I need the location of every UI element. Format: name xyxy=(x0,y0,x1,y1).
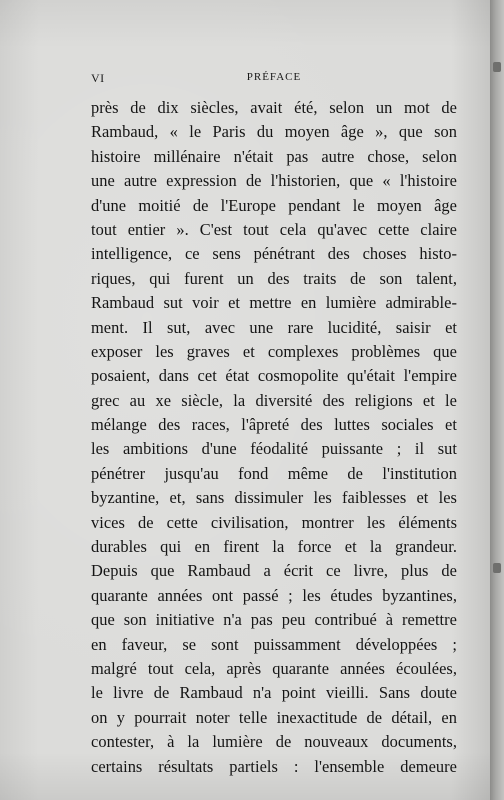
text-line: byzantine, et, sans dissimuler les faiblesses et les xyxy=(91,488,457,508)
page-tab-mark xyxy=(493,62,501,72)
text-line: Depuis que Rambaud a écrit ce livre, plus de xyxy=(91,561,457,581)
text-line: durables qui en firent la force et la grandeur. xyxy=(91,537,457,557)
text-line: exposer les graves et complexes problèmes que xyxy=(91,341,457,361)
text-line: intelligence, ce sens pénétrant des choses histo- xyxy=(91,244,457,264)
text-line: vices de cette civilisation, montrer les éléments xyxy=(91,512,457,532)
text-line: posaient, dans cet état cosmopolite qu'était l'empire xyxy=(91,366,457,386)
text-line: près de dix siècles, avait été, selon un mot de xyxy=(91,98,457,117)
running-head xyxy=(91,71,457,87)
text-line: tout entier ». C'est tout cela qu'avec cette claire xyxy=(91,219,457,239)
text-line: que son initiative n'a pas peu contribué à remettre xyxy=(91,610,457,630)
text-line: en faveur, se sont puissamment développées ; xyxy=(91,634,457,654)
page-number: VI xyxy=(91,71,105,85)
text-line: mélange des races, l'âpreté des luttes sociales et xyxy=(91,415,457,435)
text-line: le livre de Rambaud n'a point vieilli. Sans doute xyxy=(91,683,457,703)
text-line: grec au xe siècle, la diversité des religions et le xyxy=(91,390,457,410)
text-line: d'une moitié de l'Europe pendant le moyen âge xyxy=(91,195,457,215)
page-tab-mark xyxy=(493,563,501,573)
text-line: les ambitions d'une féodalité puissante ; il sut xyxy=(91,439,457,459)
text-line: une autre expression de l'historien, que « l'histoire xyxy=(91,171,457,191)
body-text xyxy=(91,96,457,779)
text-line: Rambaud, « le Paris du moyen âge », que son xyxy=(91,122,457,142)
text-line: ment. Il sut, avec une rare lucidité, saisir et xyxy=(91,317,457,337)
text-line: riques, qui furent un des traits de son talent, xyxy=(91,268,457,288)
text-line: on y pourrait noter telle inexactitude de détail, en xyxy=(91,707,457,727)
text-line: quarante années ont passé ; les études byzantines, xyxy=(91,585,457,605)
text-line: pénétrer jusqu'au fond même de l'institution xyxy=(91,463,457,483)
text-line: Rambaud sut voir et mettre en lumière admirable- xyxy=(91,293,457,313)
page-edge-shadow xyxy=(490,0,504,800)
text-line: malgré tout cela, après quarante années écoulées, xyxy=(91,658,457,678)
text-line: certains résultats partiels : l'ensemble demeure xyxy=(91,756,457,776)
running-title: PRÉFACE xyxy=(246,71,302,83)
text-line: contester, à la lumière de nouveaux documents, xyxy=(91,732,457,752)
text-line: histoire millénaire n'était pas autre chose, selon xyxy=(91,146,457,166)
